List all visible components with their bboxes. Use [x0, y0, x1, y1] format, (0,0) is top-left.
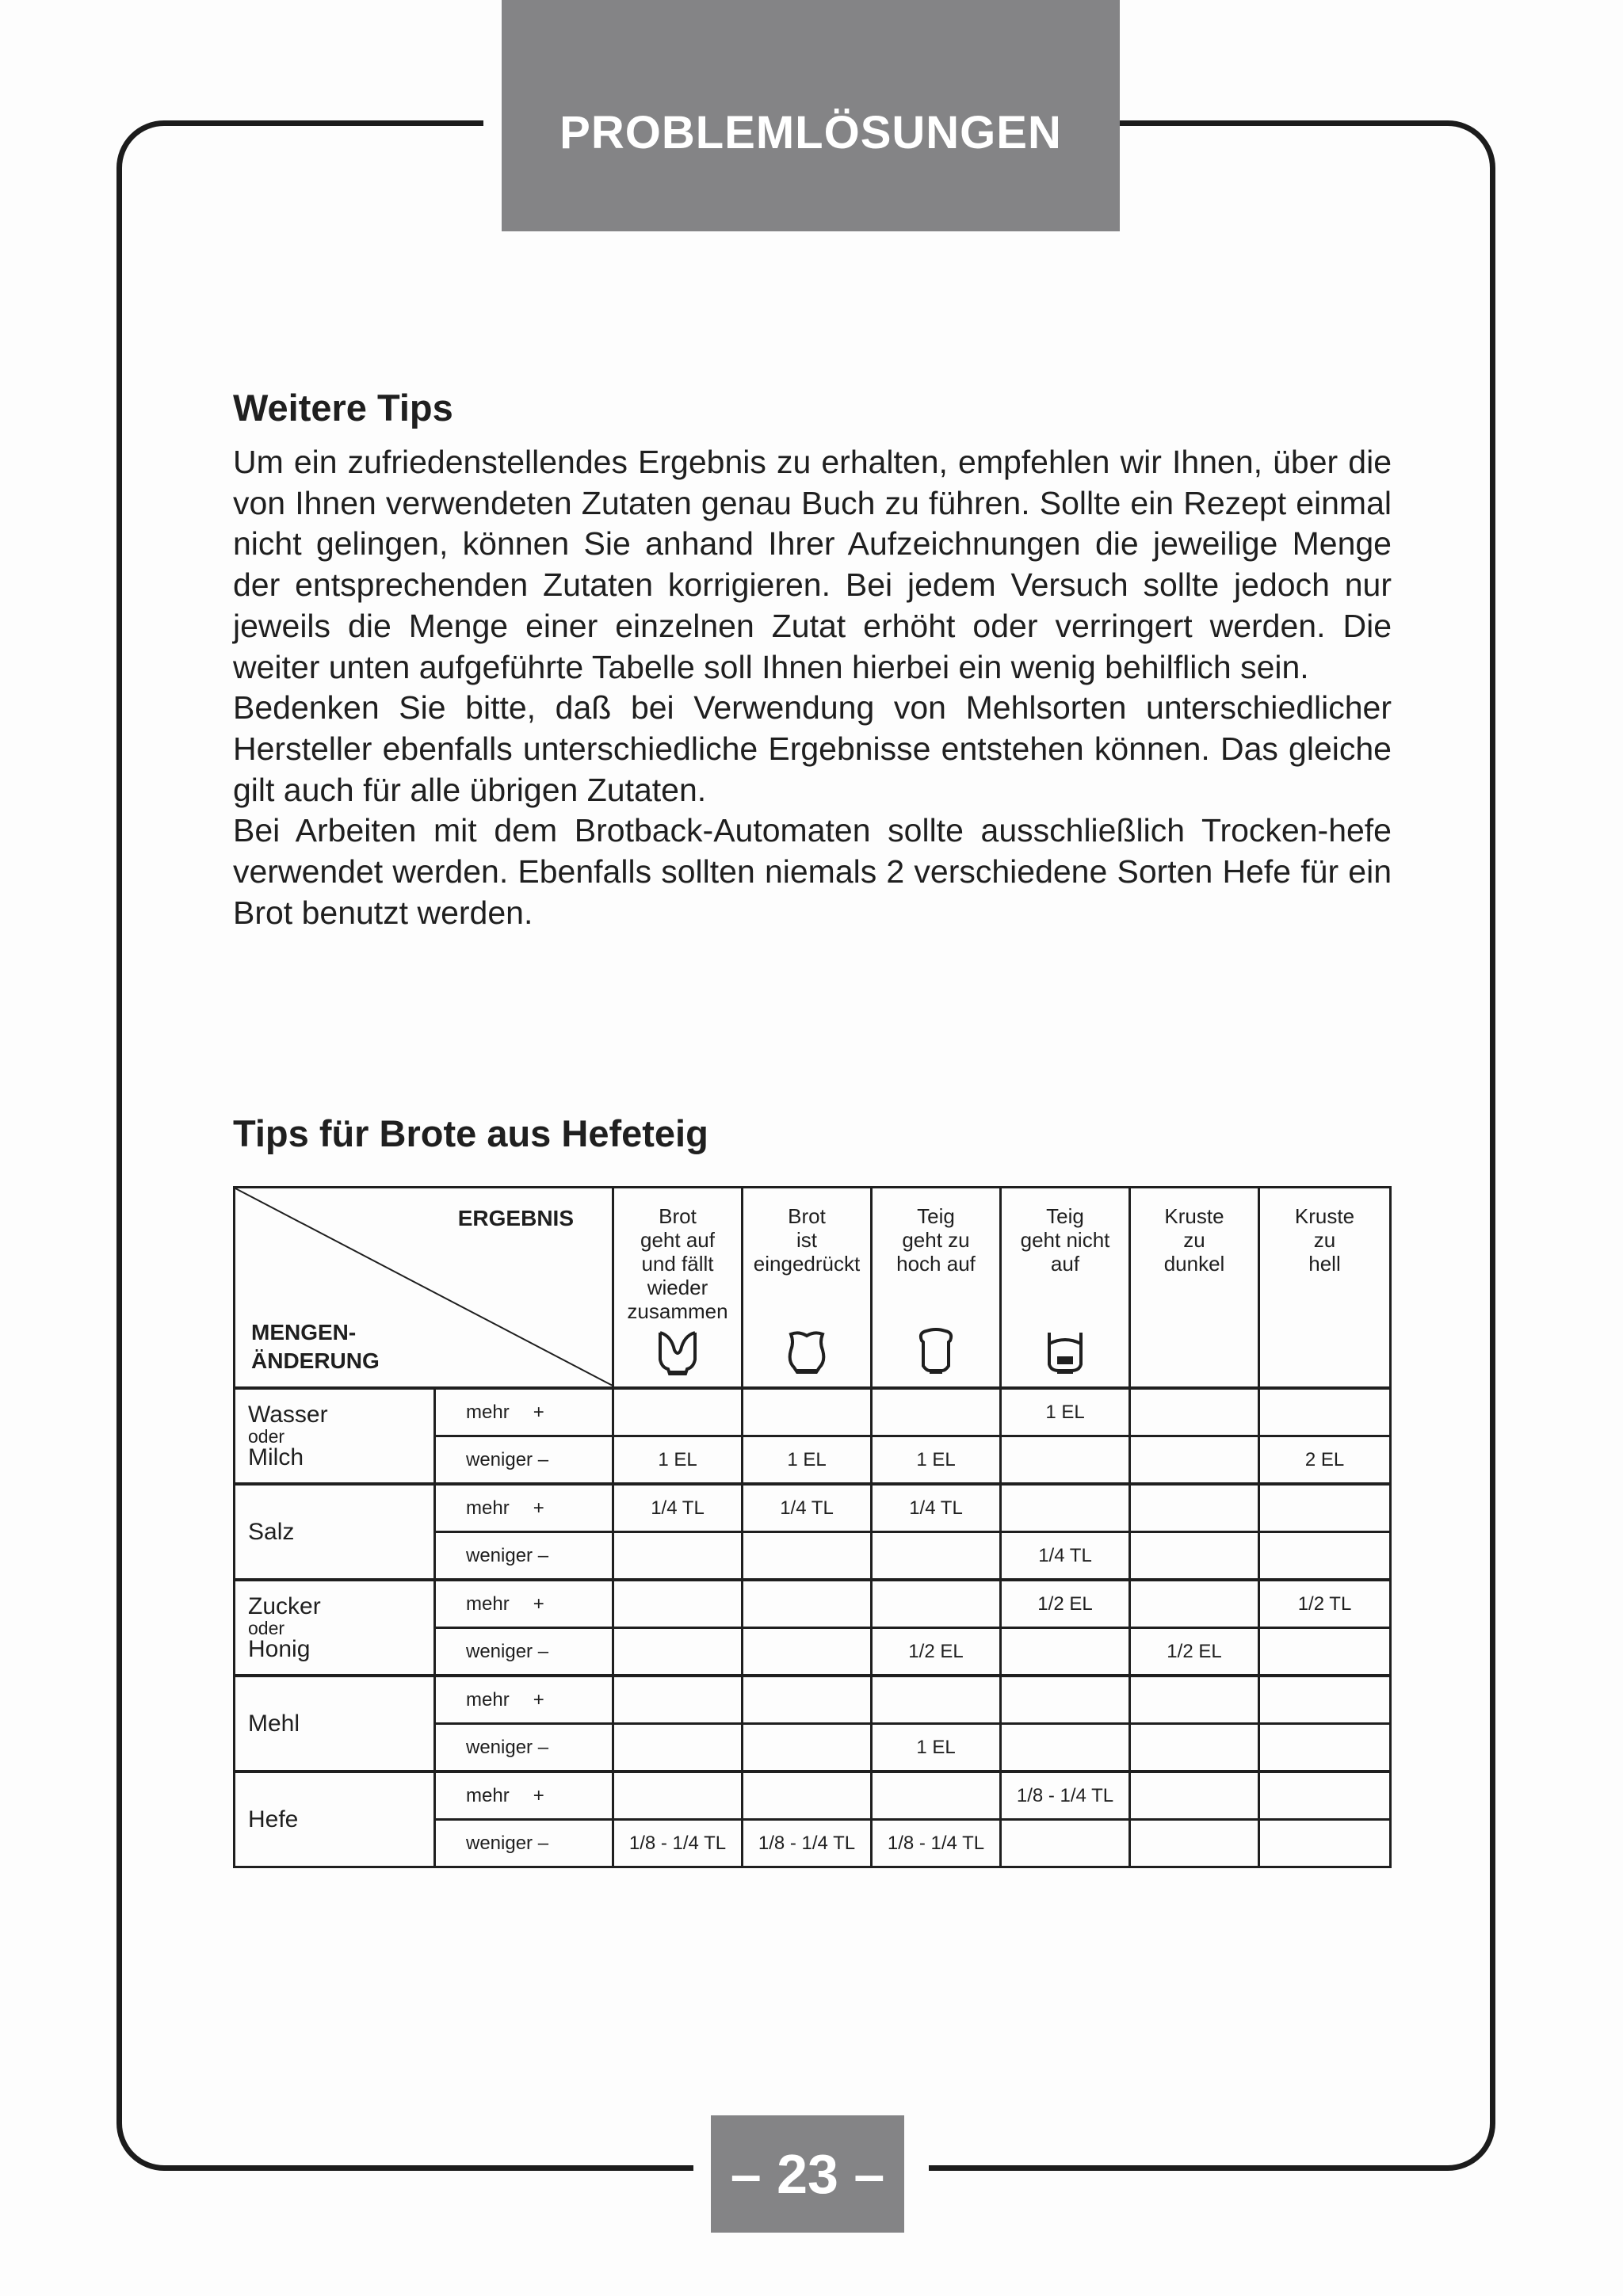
table-cell: [1259, 1388, 1391, 1436]
change-mehr: [435, 1580, 613, 1628]
table-cell: [1259, 1628, 1391, 1676]
table-corner-header: [235, 1188, 613, 1389]
table-cell: [613, 1532, 743, 1581]
overrisen-bread-icon: [912, 1328, 960, 1377]
table-cell: [1259, 1724, 1391, 1772]
col-header-line: hoch auf: [896, 1252, 976, 1276]
column-header: [613, 1188, 743, 1389]
table-row: [235, 1676, 1391, 1724]
table-cell: 1/4 TL: [872, 1484, 1001, 1532]
table-cell: 2 EL: [1259, 1436, 1391, 1485]
mehr-label: mehr: [466, 1688, 510, 1711]
paragraph: Bedenken Sie bitte, daß bei Verwendung von Mehlsorten unterschiedlicher Hersteller ebenfalls unterschiedliche Ergebnisse entstehen können. Das gleiche gilt auch für alle übrigen Zutaten.: [233, 689, 1392, 808]
table-cell: 1 EL: [872, 1724, 1001, 1772]
table-cell: 1/8 - 1/4 TL: [613, 1820, 743, 1867]
ergebnis-label: ERGEBNIS: [457, 1206, 574, 1230]
ingredient-cell: [235, 1388, 435, 1484]
table-cell: 1 EL: [1001, 1388, 1130, 1436]
col-header-line: geht zu: [902, 1228, 970, 1252]
column-header: [743, 1188, 872, 1389]
ingredient-alt-name: Milch: [248, 1444, 304, 1470]
table-cell: [1001, 1484, 1130, 1532]
table-cell: [1001, 1436, 1130, 1485]
plus-sign: +: [533, 1784, 544, 1806]
table-cell: 1 EL: [743, 1436, 872, 1485]
table-cell: [743, 1676, 872, 1724]
table-cell: 1/2 EL: [872, 1628, 1001, 1676]
table-cell: [743, 1772, 872, 1820]
collapsed-bread-icon: [654, 1328, 701, 1377]
col-header-line: Kruste: [1164, 1204, 1224, 1228]
table-cell: [1130, 1676, 1259, 1724]
mengen-label-line: ÄNDERUNG: [251, 1348, 380, 1373]
ingredient-name: Salz: [248, 1518, 295, 1545]
table-cell: 1/2 EL: [1001, 1580, 1130, 1628]
section-heading-weitere-tips: Weitere Tips: [233, 387, 453, 429]
table-cell: [613, 1676, 743, 1724]
col-header-line: Teig: [917, 1204, 955, 1228]
ingredient-name: Wasser: [248, 1401, 328, 1428]
change-weniger: weniger –: [435, 1724, 613, 1772]
change-mehr: [435, 1484, 613, 1532]
mehr-label: mehr: [466, 1401, 510, 1423]
change-weniger: weniger –: [435, 1436, 613, 1485]
table-cell: 1 EL: [872, 1436, 1001, 1485]
table-cell: [1130, 1820, 1259, 1867]
ingredient-name: Hefe: [248, 1806, 299, 1833]
section-body: [233, 442, 1392, 933]
col-header-line: ist: [796, 1228, 817, 1252]
col-header-line: Brot: [659, 1204, 697, 1228]
plus-sign: +: [533, 1592, 544, 1615]
column-header: [1001, 1188, 1130, 1389]
table-cell: 1/4 TL: [1001, 1532, 1130, 1581]
dented-bread-icon: [783, 1328, 831, 1377]
table-row: [235, 1580, 1391, 1628]
change-mehr: [435, 1676, 613, 1724]
table-cell: [613, 1724, 743, 1772]
table-cell: 1/4 TL: [613, 1484, 743, 1532]
table-cell: [1001, 1676, 1130, 1724]
table-cell: 1/2 TL: [1259, 1580, 1391, 1628]
column-header: [1130, 1188, 1259, 1389]
table-cell: [743, 1532, 872, 1581]
ingredient-name: Zucker: [248, 1592, 321, 1619]
table-cell: 1/4 TL: [743, 1484, 872, 1532]
mengen-aenderung-label: [251, 1318, 380, 1375]
table-cell: [1130, 1772, 1259, 1820]
change-mehr: [435, 1772, 613, 1820]
table-cell: [1130, 1436, 1259, 1485]
ingredient-name: Mehl: [248, 1710, 300, 1737]
col-header-line: wieder: [647, 1276, 708, 1299]
col-header-line: auf: [1050, 1252, 1080, 1276]
col-header-line: zu: [1183, 1228, 1205, 1252]
tips-table: [233, 1186, 1392, 1868]
table-cell: [743, 1388, 872, 1436]
header-title: PROBLEMLÖSUNGEN: [559, 106, 1062, 158]
ingredient-cell: [235, 1772, 435, 1867]
table-cell: [613, 1772, 743, 1820]
table-row: [235, 1772, 1391, 1820]
table-cell: [1259, 1772, 1391, 1820]
paragraph: Bei Arbeiten mit dem Brotback-Automaten sollte ausschließlich Trocken-hefe verwendet werden. Ebenfalls sollten niemals 2 verschiedene Sorten Hefe für ein Brot benutzt werden.: [233, 812, 1392, 931]
col-header-line: Kruste: [1294, 1204, 1355, 1228]
table-cell: [613, 1580, 743, 1628]
table-cell: [1259, 1484, 1391, 1532]
ingredient-cell: [235, 1676, 435, 1772]
col-header-line: zusammen: [627, 1299, 728, 1323]
table-cell: 1/8 - 1/4 TL: [743, 1820, 872, 1867]
col-header-line: zu: [1313, 1228, 1336, 1252]
change-mehr: [435, 1388, 613, 1436]
col-header-line: und fällt: [641, 1252, 714, 1276]
column-header: [872, 1188, 1001, 1389]
section-heading-tips-hefeteig: Tips für Brote aus Hefeteig: [233, 1112, 708, 1154]
col-header-line: geht nicht: [1020, 1228, 1110, 1252]
table-cell: [872, 1388, 1001, 1436]
table-row: [235, 1484, 1391, 1532]
table-cell: [1259, 1820, 1391, 1867]
col-header-line: Brot: [788, 1204, 826, 1228]
col-header-line: eingedrückt: [753, 1252, 861, 1276]
page-header: [502, 0, 1120, 231]
table-cell: 1 EL: [613, 1436, 743, 1485]
table-cell: [613, 1628, 743, 1676]
table-cell: 1/8 - 1/4 TL: [1001, 1772, 1130, 1820]
col-header-line: hell: [1308, 1252, 1341, 1276]
table-cell: [872, 1772, 1001, 1820]
table-cell: [1259, 1532, 1391, 1581]
change-weniger: weniger –: [435, 1820, 613, 1867]
mengen-label-line: MENGEN-: [251, 1320, 357, 1344]
table-cell: [1130, 1388, 1259, 1436]
ingredient-cell: [235, 1580, 435, 1676]
plus-sign: +: [533, 1497, 544, 1519]
mehr-label: mehr: [466, 1784, 510, 1806]
ingredient-cell: [235, 1484, 435, 1580]
plus-sign: +: [533, 1688, 544, 1711]
table-cell: [743, 1628, 872, 1676]
paragraph: Um ein zufriedenstellendes Ergebnis zu erhalten, empfehlen wir Ihnen, über die von Ihnen verwendeten Zutaten genau Buch zu führen. Sollte ein Rezept einmal nicht gelingen, können Sie anhand Ihrer Aufzeichnungen die jeweilige Menge der entsprechenden Zutaten korrigieren. Bei jedem Versuch sollte jedoch nur jeweils die Menge einer einzelnen Zutat erhöht oder verringert werden. Die weiter unten aufgeführte Tabelle soll Ihnen hierbei ein wenig behilflich sein.: [233, 444, 1392, 685]
table-cell: [1130, 1484, 1259, 1532]
table-cell: [872, 1532, 1001, 1581]
col-header-line: dunkel: [1163, 1252, 1225, 1276]
table-cell: [613, 1388, 743, 1436]
table-cell: [743, 1724, 872, 1772]
col-header-line: Teig: [1046, 1204, 1084, 1228]
page-number: – 23 –: [711, 2115, 904, 2233]
table-cell: [1001, 1628, 1130, 1676]
mehr-label: mehr: [466, 1592, 510, 1615]
change-weniger: weniger –: [435, 1532, 613, 1581]
table-cell: 1/2 EL: [1130, 1628, 1259, 1676]
ingredient-oder: oder: [248, 1617, 285, 1638]
table-cell: [743, 1580, 872, 1628]
table-cell: [1130, 1580, 1259, 1628]
table-cell: [1001, 1724, 1130, 1772]
table-cell: [1130, 1724, 1259, 1772]
table-cell: [872, 1676, 1001, 1724]
table-cell: [1001, 1820, 1130, 1867]
table-cell: [1259, 1676, 1391, 1724]
table-cell: [872, 1580, 1001, 1628]
column-header: [1259, 1188, 1391, 1389]
table-cell: 1/8 - 1/4 TL: [872, 1820, 1001, 1867]
col-header-line: geht auf: [640, 1228, 715, 1252]
ingredient-oder: oder: [248, 1425, 285, 1447]
ingredient-alt-name: Honig: [248, 1635, 311, 1662]
plus-sign: +: [533, 1401, 544, 1423]
table-row: [235, 1388, 1391, 1436]
mehr-label: mehr: [466, 1497, 510, 1519]
table-cell: [1130, 1532, 1259, 1581]
change-weniger: weniger –: [435, 1628, 613, 1676]
flat-bread-icon: [1041, 1328, 1089, 1377]
